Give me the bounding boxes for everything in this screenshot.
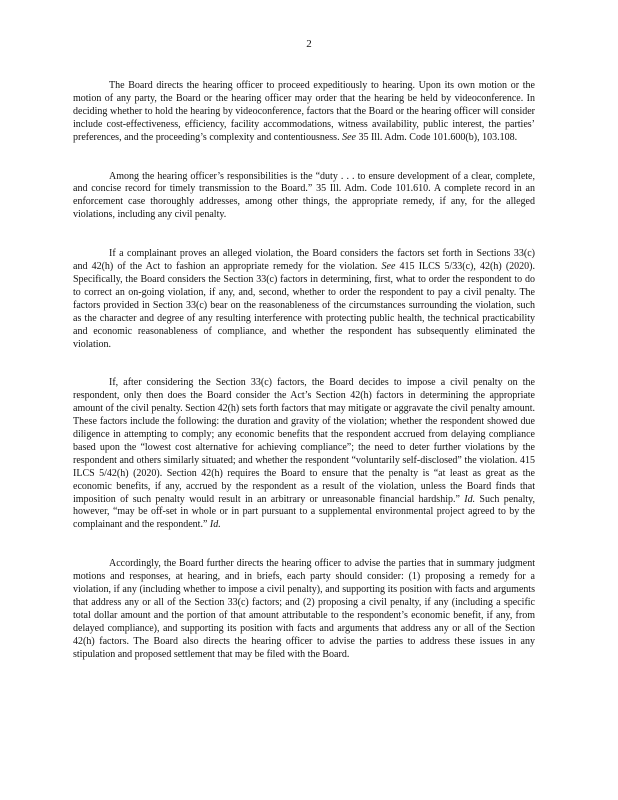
paragraph-text: If a complainant proves an alleged violation, the Board considers the factors set forth in Sections 33(c) and 42(h) of the Act to fashion an appropriate remedy for the violation. bbox=[73, 248, 535, 273]
citation-signal: See bbox=[381, 261, 396, 273]
paragraph-text: The Board directs the hearing officer to proceed expeditiously to hearing. Upon its own motion or the motion of any party, the Board or the hearing officer may order that the hearing be held by videoconference. In deciding whether to hold the hearing by videoconference, factors that the Board or the hearing officer will consider include cost-effectiveness, efficiency, facility accommodations, witness availability, public interest, the parties’ preferences, and the proceeding’s complexity and contentiousness. bbox=[73, 80, 535, 143]
paragraph-text: 415 ILCS 5/33(c), 42(h) (2020). Specifically, the Board considers the Section 33(c) factors in determining, first, what to order the respondent to do to correct an on-going violation, if any, and, second, whether to order the respondent to pay a civil penalty. The factors provided in Section 33(c) bear on the reasonableness of the circumstances surrounding the violation, such as the character and degree of any resulting interference with protecting public health, the technical practicability and economic reasonableness of compliance, and whether the respondent has subsequently eliminated the violation. bbox=[73, 261, 535, 350]
paragraph-party-directions bbox=[73, 558, 535, 661]
paragraph-text: Accordingly, the Board further directs the hearing officer to advise the parties that in summary judgment motions and responses, at hearing, and in briefs, each party should consider: (1) proposing a remedy for a violation, if any (including whether to impose a civil penalty), and supporting its position with facts and arguments that address any or all of the Section 33(c) factors; and (2) proposing a civil penalty, if any (including a specific total dollar amount and the portion of that amount attributable to the respondent’s economic benefit, if any, from delayed compliance), and supporting its position with facts and arguments that address any or all of the Section 42(h) factors. The Board also directs the hearing officer to advise the parties to address these issues in any stipulation and proposed settlement that may be filed with the Board. bbox=[73, 558, 535, 660]
paragraph-text: Among the hearing officer’s responsibilities is the “duty . . . to ensure development of a clear, complete, and concise record for timely transmission to the Board.” 35 Ill. Adm. Code 101.610. A complete record in an enforcement case thoroughly addresses, among other things, the appropriate remedy, if any, for the alleged violations, including any civil penalty. bbox=[73, 170, 535, 221]
paragraph-section-33c bbox=[73, 248, 535, 351]
paragraph-hearing-directive bbox=[73, 80, 535, 145]
paragraph-hearing-officer-duty bbox=[73, 171, 535, 223]
citation-id: Id. bbox=[464, 493, 476, 505]
paragraph-text: Such penalty, however, “may be off-set in whole or in part pursuant to a supplemental environmental project agreed to by the complainant and the respondent.” bbox=[73, 493, 535, 531]
paragraph-section-42h bbox=[73, 377, 535, 532]
paragraph-text: 35 Ill. Adm. Code 101.600(b), 103.108. bbox=[355, 131, 518, 143]
citation-signal: See bbox=[342, 131, 356, 143]
citation-id: Id. bbox=[209, 519, 221, 531]
page-number: 2 bbox=[306, 38, 312, 50]
paragraph-text: If, after considering the Section 33(c) factors, the Board decides to impose a civil penalty on the respondent, only then does the Board consider the Act’s Section 42(h) factors in determining the appropriate amount of the civil penalty. Section 42(h) sets forth factors that may mitigate or aggravate the civil penalty amount. These factors include the following: the duration and gravity of the violation; whether the respondent showed due diligence in attempting to comply; any economic benefits that the respondent accrued from delaying compliance based upon the “lowest cost alternative for achieving compliance”; the need to deter further violations by the respondent and others similarly situated; and whether the respondent “voluntarily self-disclosed” the violation. 415 ILCS 5/42(h) (2020). Section 42(h) requires the Board to ensure that the penalty is “at least as great as the economic benefits, if any, accrued by the respondent as a result of the violation, unless the Board finds that imposition of such penalty would result in an arbitrary or unreasonable financial hardship.” bbox=[73, 377, 535, 505]
document-body bbox=[73, 80, 535, 676]
